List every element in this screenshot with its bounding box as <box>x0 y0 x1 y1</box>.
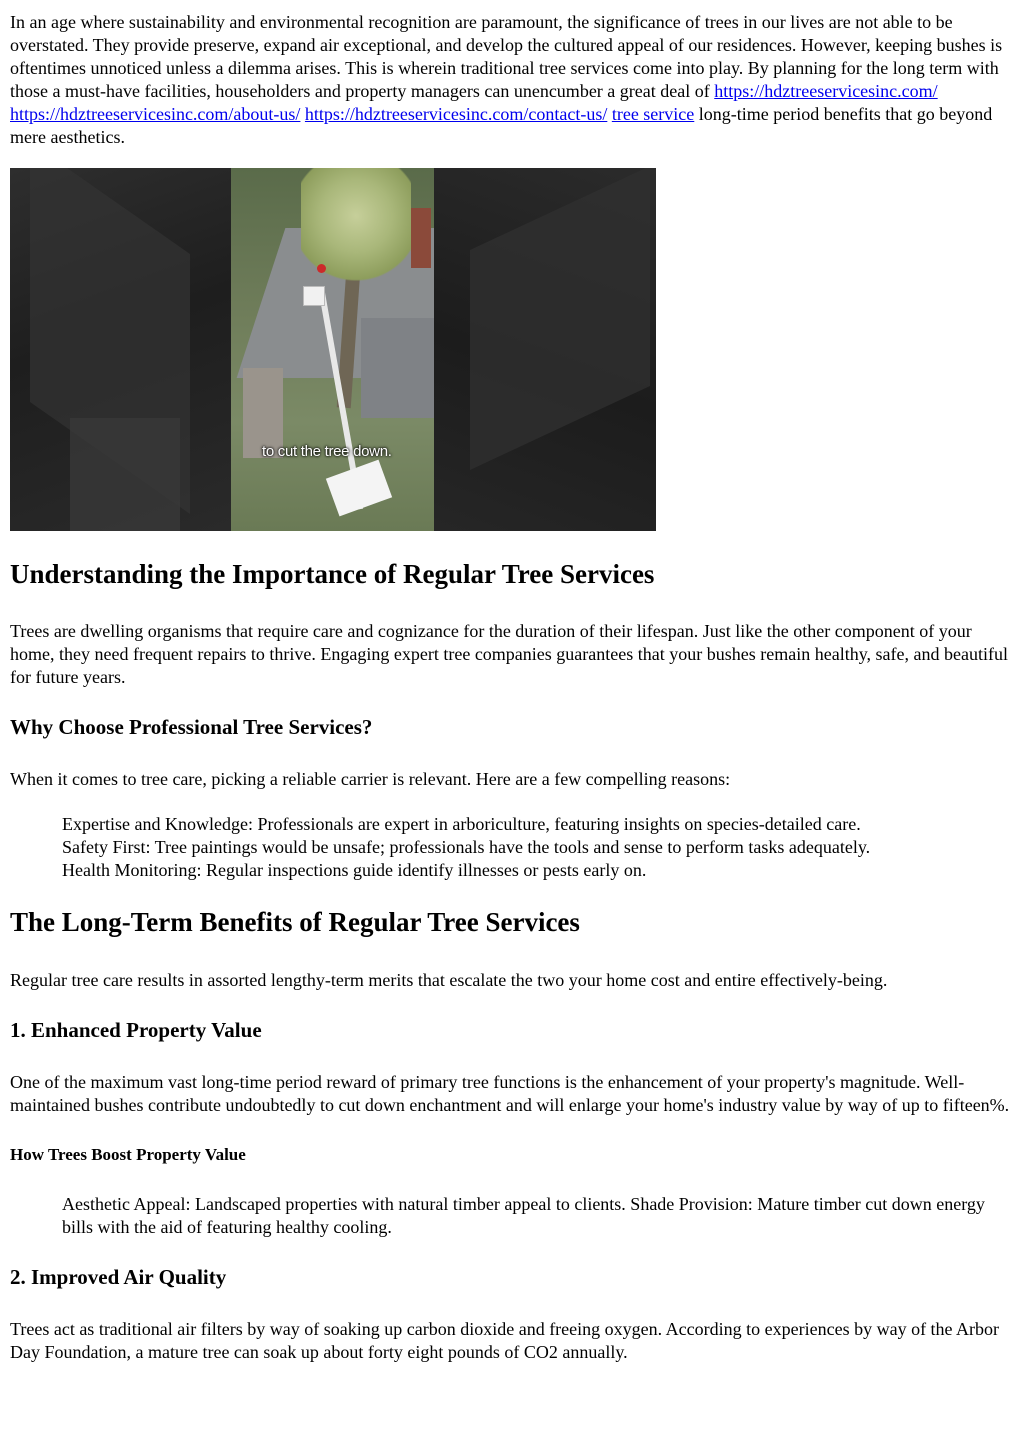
list-item: Safety First: Tree paintings would be unsafe; professionals have the tools and sense to perform tasks adequately. <box>62 837 871 857</box>
subheading-why-choose: Why Choose Professional Tree Services? <box>10 715 373 739</box>
subheading-property-value: 1. Enhanced Property Value <box>10 1018 262 1042</box>
indented-paragraph: Aesthetic Appeal: Landscaped properties with natural timber appeal to clients. Shade Provision: Mature timber cut down energy bills with the aid of featuring healthy cooling. <box>62 1194 985 1237</box>
section-paragraph: Regular tree care results in assorted lengthy-term merits that escalate the two your home cost and entire effectively-being. <box>10 970 888 990</box>
subsection-paragraph: When it comes to tree care, picking a reliable carrier is relevant. Here are a few compelling reasons: <box>10 769 731 789</box>
intro-text-end: long-time period benefits that go beyond mere aesthetics. <box>10 104 993 147</box>
aerial-photo <box>231 168 434 531</box>
list-item: Expertise and Knowledge: Professionals are expert in arboriculture, featuring insights on species-detailed care. <box>62 814 861 834</box>
home-link[interactable]: https://hdztreeservicesinc.com/ <box>714 81 938 101</box>
intro-text: In an age where sustainability and environmental recognition are paramount, the significance of trees in our lives are not able to be overstated. They provide preserve, expand air exceptional, and develop the cultured appeal of our residences. However, keeping bushes is oftentimes unnoticed unless a dilemma arises. This is wherein traditional tree services come into play. By planning for the long term with those a must-have facilities, householders and property managers can unencumber a great deal of <box>10 12 1003 101</box>
about-us-link[interactable]: https://hdztreeservicesinc.com/about-us/ <box>10 104 301 124</box>
section-paragraph: Trees are dwelling organisms that require care and cognizance for the duration of their lifespan. Just like the other component of your home, they need frequent repairs to thrive. Engaging expert tree companies guarantees that your bushes remain healthy, safe, and beautiful for future years. <box>10 621 1008 687</box>
contact-us-link[interactable]: https://hdztreeservicesinc.com/contact-us/ <box>304 104 608 124</box>
section-heading-benefits: The Long-Term Benefits of Regular Tree Services <box>10 907 580 937</box>
subsection-paragraph: Trees act as traditional air filters by way of soaking up carbon dioxide and freeing oxygen. According to experiences by way of the Arbor Day Foundation, a mature tree can soak up about forty eight pounds of CO2 annually. <box>10 1319 1000 1362</box>
subheading-air-quality: 2. Improved Air Quality <box>10 1265 227 1289</box>
intro-paragraph <box>10 11 1014 149</box>
reasons-list <box>62 813 1014 882</box>
subsection-paragraph: One of the maximum vast long-time period reward of primary tree functions is the enhancement of your property's magnitude. Well-maintained bushes contribute undoubtedly to cut down enchantment and will enlarge your home's industry value by way of up to fifteen%. <box>10 1072 1010 1115</box>
tree-removal-image <box>10 168 656 531</box>
tree-service-link[interactable]: tree service <box>611 104 695 124</box>
minor-heading-boost: How Trees Boost Property Value <box>10 1145 246 1164</box>
image-caption: to cut the tree down. <box>262 443 392 460</box>
section-heading-importance: Understanding the Importance of Regular Tree Services <box>10 559 655 589</box>
list-item: Health Monitoring: Regular inspections guide identify illnesses or pests early on. <box>62 860 647 880</box>
